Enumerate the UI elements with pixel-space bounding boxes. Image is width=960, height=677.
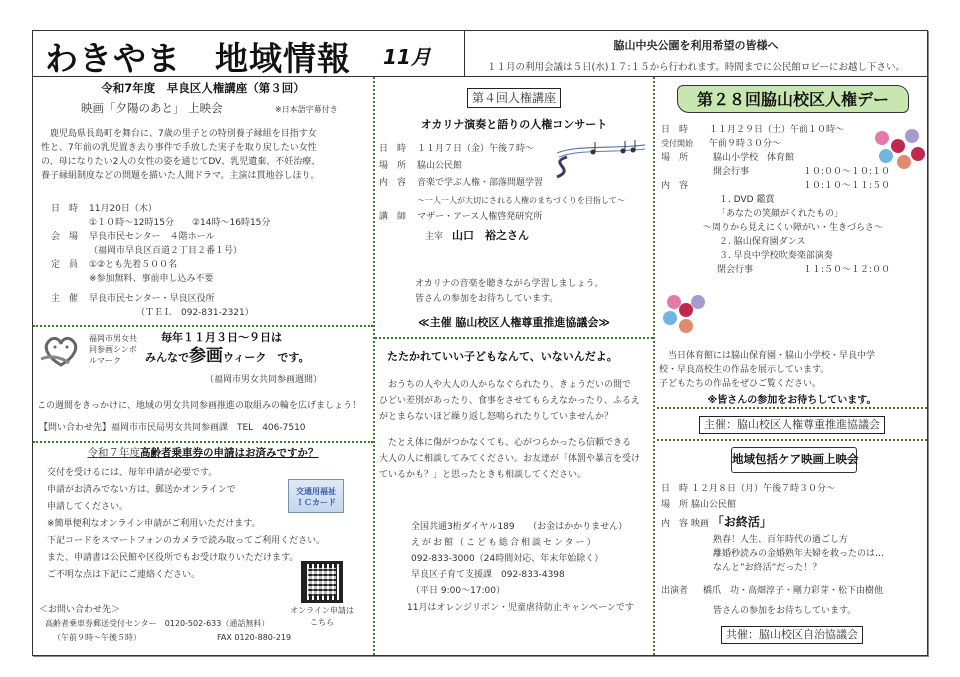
logo-caption: 福岡市男女共 同参画シンボ ルマーク	[89, 334, 137, 365]
lecture-host: ≪主催 脇山校区人権尊重推進協議会≫	[418, 316, 610, 329]
schedule-closing: 閉会行事 １１:５０～１２:００	[717, 265, 891, 275]
orange-ribbon-note: 11月はオレンジリボン・児童虐待防止キャンペーンです	[407, 603, 634, 613]
child-abuse-section	[375, 339, 653, 655]
program-item: ２. 脇山保育園ダンス	[719, 237, 806, 247]
course-address: （福岡市早良区百道２丁目２番１号）	[89, 246, 243, 256]
movie-description: 鹿児島県長島町を舞台に、7歳の里子との特別養子縁組を目指す女 性と、7年前の乳児置き去り事件で手放した実子を取り戻したい女性 の、母になりたい2人の女性の姿を通じてDV、乳児遺棄、不妊治療、 養子縁組制度などの問題を描いた人間ドラマ。主演は貫地谷しほり。	[41, 129, 321, 181]
film-invite: 皆さんの参加をお待ちしています。	[713, 606, 857, 616]
film-cast: 橋爪 功・高畑淳子・剛力彩芽・松下由樹他	[703, 586, 884, 596]
course-details: 日 時 11月20日（木） ①１０時～12時15分 ②14時～16時15分 会 場 早良市民センター ４階ホール （福岡市早良区百道２丁目２番１号） 定 員 ①②とも先着５００名 ※参加無料、事前申し込み不要 主 催 早良市民センター・早良区役所 （ＴＥＬ 092-831-2321）	[51, 204, 271, 318]
park-notice-text: １１月の利用会議は５日(水)１７:１５から行われます。時間までに公民館ロビーにお越し下さい。	[487, 62, 905, 73]
week-official-name: （福岡市男女共同参画週間）	[205, 375, 323, 385]
film-place: 脇山公民館	[691, 500, 737, 510]
senior-contact-tel: 0120-502-633（通話無料）	[164, 619, 270, 628]
ic-card-image: 交通用福祉 ＩＣカード	[288, 479, 344, 513]
day-place: 脇山小学校 体育館	[713, 153, 795, 163]
header-title-area	[33, 31, 465, 77]
lecture-subtitle: オカリナ演奏と語りの人権コンサート	[420, 118, 608, 131]
course-tel: （ＴＥＬ 092-831-2321）	[136, 308, 254, 318]
day-date: １１月２９日（土）午前１０時～	[709, 125, 845, 135]
right-column	[657, 77, 927, 655]
program-item: 「あなたの笑顔がくれたもの」	[717, 209, 844, 219]
care-film-title: 地域包括ケア映画上映会	[732, 452, 859, 466]
senior-contact-fax: FAX 0120-880-219	[217, 633, 292, 642]
human-rights-course-section	[33, 77, 373, 327]
program-item: １. DVD 鑑賞	[719, 195, 775, 205]
park-notice-title: 脇山中央公園を利用希望の皆様へ	[613, 39, 779, 52]
week-contact: 【問い合わせ先】福岡市市民局男女共同参画課 TEL 406-7510	[39, 423, 306, 433]
month-label: 11月	[383, 45, 431, 69]
program-item: ～周りから見えにくい障がい・生きづらさ～	[703, 223, 884, 233]
day-invite: ※皆さんの参加をお待ちしています。	[707, 395, 877, 406]
care-film-section	[657, 439, 927, 655]
course-host: 早良市民センター・早良区役所	[89, 294, 215, 304]
week-body: この週間をきっかけに、地域の男女共同参画推進の取組みの輪を広げましょう！	[37, 401, 362, 411]
flower-icon	[891, 139, 905, 153]
human-rights-day-details: 日 時 １１月２９日（土）午前１０時～ 受付開始 午前９時３０分～ 場 所 脇山小学校 体育館 開会行事 １０:００～１０:１０ 内 容 １０:１０～１１:５０ １. DVD 鑑賞 「あなたの笑顔がくれたもの」 ～周りから見えにくい障がい・生きづらさ～ ２. 脇山保育園ダンス ３. 早良中学校吹奏楽部演奏 閉会行事 １１:５０～１２:００	[661, 125, 891, 275]
flower-icon	[691, 295, 705, 309]
abuse-para-1: おうちの人や大人の人からなぐられたり、きょうだいの間で ひどい差別があったり、食事をさせてもらえなかったり、ふるえ がとまらないほど繰り返し怒鳴られたりしていませんか？	[379, 380, 640, 422]
senior-pass-section	[33, 443, 373, 655]
left-column	[33, 77, 373, 655]
flower-icon	[905, 129, 919, 143]
qr-code[interactable]	[301, 561, 343, 603]
day-host: 主催：脇山校区人権尊重推進協議会	[699, 416, 885, 434]
course-date: 11月20日（木）	[89, 204, 157, 214]
flower-icon	[911, 147, 925, 161]
senior-contact-heading: ＜お問い合わせ先＞	[39, 605, 121, 615]
course-venue: 早良市民センター ４階ホール	[89, 232, 215, 242]
week-name: みんなで参画ウィーク です。	[145, 346, 310, 366]
ocarina-lecture-section	[375, 77, 653, 339]
film-host: 共催：脇山校区自治協議会	[721, 626, 863, 644]
senior-pass-body: 交付を受けるには、毎年申請が必要です。 申請がお済みでない方は、郵送かオンラインで 申請してください。 ※簡単便利なオンライン申請がご利用いただけます。 下記コードをスマートフォンのカメラで読み取ってご利用ください。 また、申請書は公民館や区役所でもお受け取りいただけます。 ご不明な点は下記にご連絡ください。	[47, 468, 326, 580]
exhibit-note: 当日体育館には脇山保育園・脇山小学校・早良中学 校・早良高校生の作品を展示しています。 子どもたちの作品をぜひご覧ください。	[659, 351, 876, 389]
lecture-message-2: 皆さんの参加をお待ちしています。	[415, 294, 559, 304]
lecture-content: 音楽で学ぶ人権・部落問題学習	[417, 178, 544, 188]
qr-caption: オンライン申請は こちら	[290, 606, 354, 627]
schedule-opening: 開会行事 １０:００～１０:１０	[713, 167, 891, 177]
equality-symbol-logo-icon	[39, 333, 83, 371]
lecturer-name: 主宰 山口 裕之さん	[425, 229, 530, 242]
abuse-contacts: 全国共通3桁ダイヤル189 （お金はかかりません） えがお館（こども総合相談センター） 092-833-3000（24時間対応、年末年始除く） 早良区子育て支援課 092-833-4398 （平日 9:00～17:00）	[411, 522, 628, 596]
abuse-headline: たたかれていい子どもなんて、いないんだよ。	[387, 350, 618, 363]
course-title: 令和7年度 早良区人権講座（第３回）	[101, 81, 305, 95]
park-notice	[465, 31, 927, 77]
film-date: １２月８日（月）午後７時３０分～	[691, 484, 836, 494]
senior-contact-center: 高齢者乗車券郵送受付センター 0120-502-633（通話無料）	[45, 619, 270, 628]
lecture-date: １１月７日（金）午後７時～	[417, 144, 535, 154]
page-title: わきやま 地域情報	[45, 39, 351, 78]
senior-contact-hours: （午前９時～午後５時）	[53, 633, 141, 642]
human-rights-day-title: 第２８回脇山校区人権デー	[677, 85, 909, 113]
human-rights-day-section	[657, 77, 927, 409]
lecture-details: 日 時 １１月７日（金）午後７時～ 場 所 脇山公民館 内 容 音楽で学ぶ人権・部落問題学習 ～一人一人が大切にされる人権のまちづくりを目指して～ 講 師 マザー・アース人権啓発研究所 主宰 山口 裕之さん	[379, 141, 625, 247]
care-film-details: 日 時 １２月８日（月）午後７時３０分～ 場 所 脇山公民館 内 容 映画 「お終活」 熟春！人生、百年時代の過ごし方 離婚秒読みの金婚熟年夫婦を救ったのは… なんと”お終活”だった！？ 出演者 橋爪 功・高畑淳子・剛力彩芽・松下由樹他 皆さんの参加をお待ちしています。	[661, 481, 884, 619]
program-item: ３. 早良中学校吹奏楽部演奏	[719, 251, 833, 261]
course-capacity-note: ※参加無料、事前申し込み不要	[89, 274, 214, 284]
day-reception: 午前９時３０分～	[709, 139, 782, 149]
lecture-title: 第４回人権講座	[467, 88, 561, 108]
flyer-page	[32, 30, 928, 656]
equality-week-section	[33, 327, 373, 443]
senior-pass-title: 令和７年度高齢者乗車券の申請はお済みですか？	[87, 447, 319, 459]
flower-icon	[679, 319, 693, 333]
lecture-content-sub: ～一人一人が大切にされる人権のまちづくりを目指して～	[417, 196, 625, 205]
schedule-main-time: １０:１０～１１:５０	[803, 181, 891, 191]
course-times: ①１０時～12時15分 ②14時～16時15分	[89, 218, 271, 228]
week-dates: 毎年１１月３日～９日は	[161, 331, 282, 344]
flower-icon	[663, 311, 677, 325]
lecture-message-1: オカリナの音楽を聴きながら学習しましょう。	[415, 279, 604, 289]
flower-icon	[897, 155, 911, 169]
course-capacity: ①②とも先着５００名	[89, 260, 178, 270]
movie-title: 映画「夕陽のあと」 上映会	[81, 101, 223, 115]
lecturer-org: マザー・アース人権啓発研究所	[417, 212, 543, 222]
lecture-place: 脇山公民館	[417, 161, 463, 171]
subtitle-note: ※日本語字幕付き	[275, 105, 338, 114]
abuse-para-2: たとえ体に傷がつかなくても、心がつらかったら信頼できる 大人の人に相談してみてください。お友達が「体罰や暴言を受け ているかも？」と思ったときも相談してください。	[379, 438, 641, 480]
middle-column	[373, 77, 655, 655]
film-title: 「お終活」	[711, 515, 772, 529]
